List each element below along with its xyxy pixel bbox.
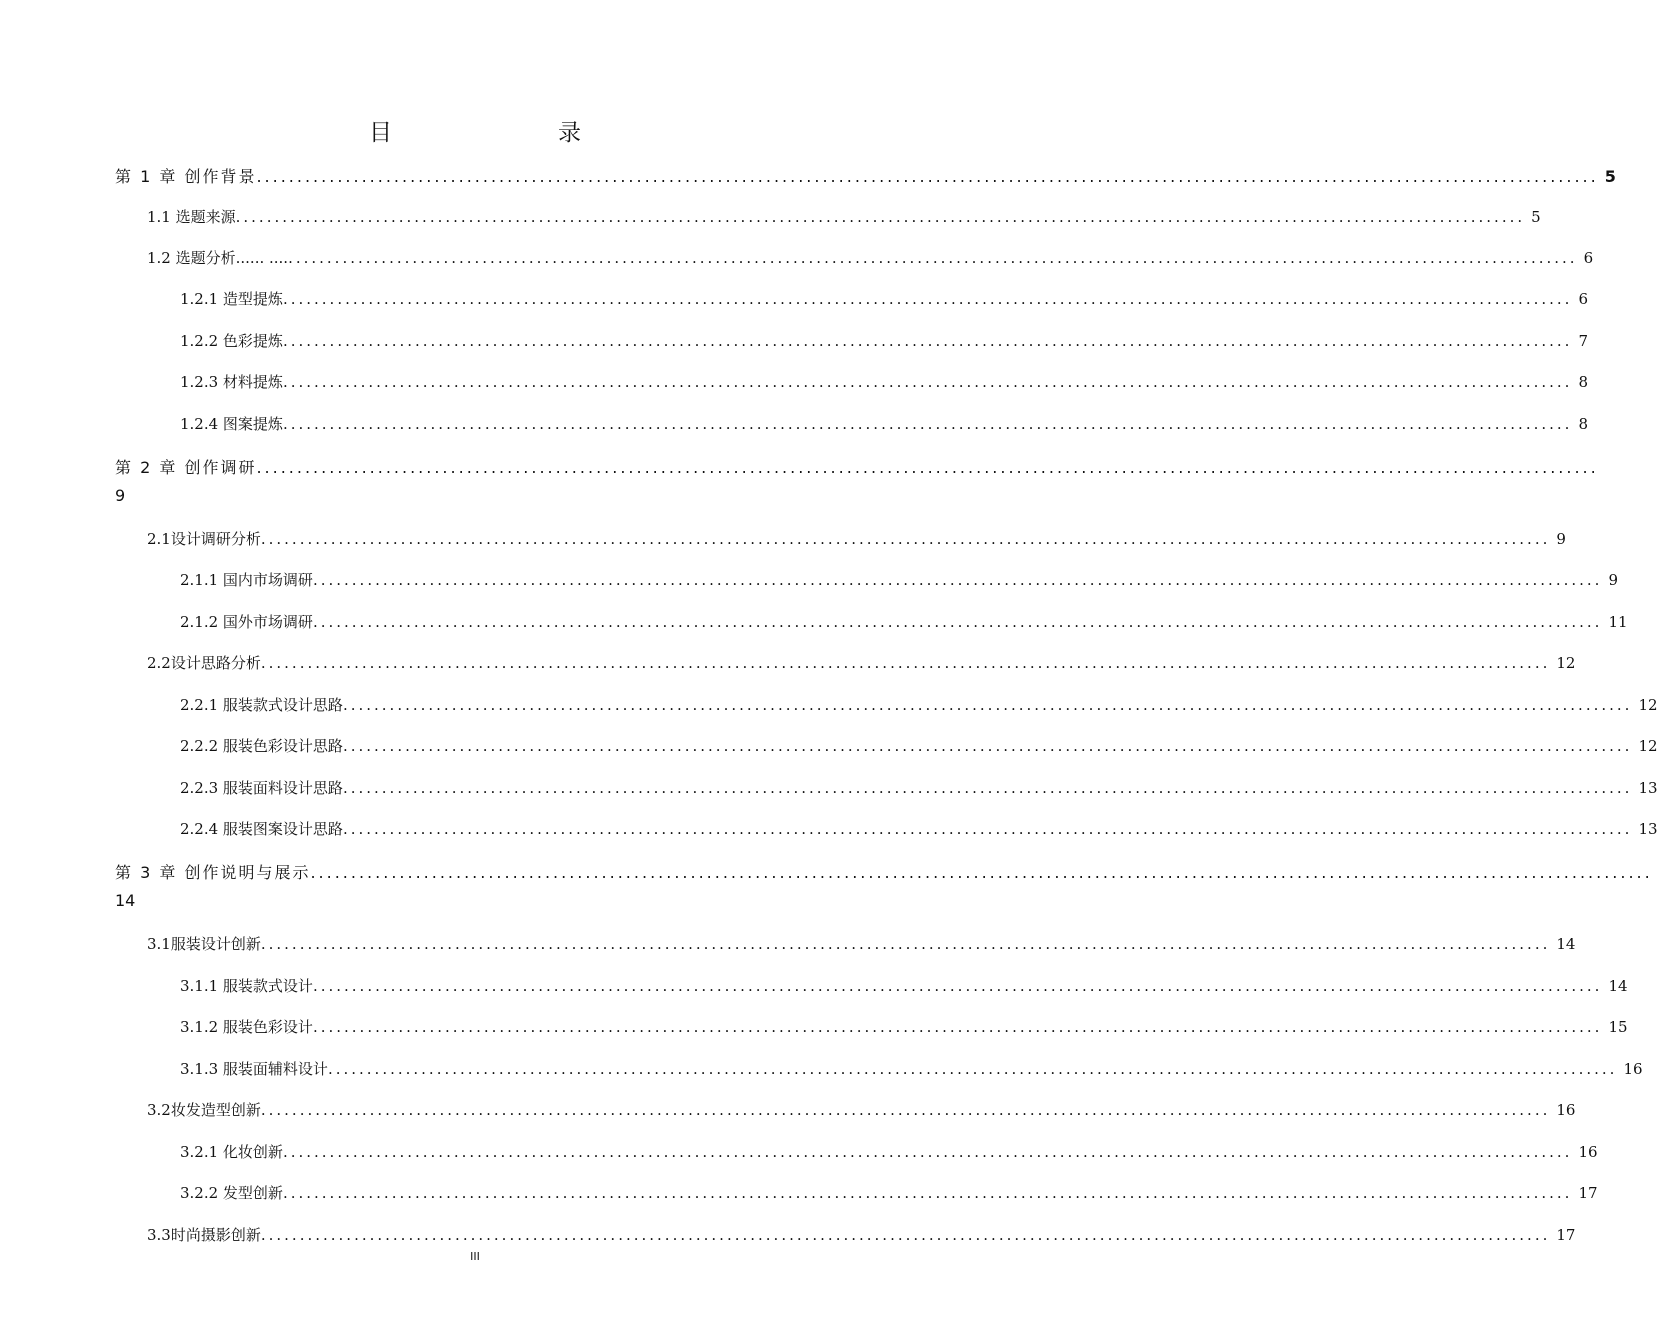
dot-leader: ...................................................................................................................................................................... — [310, 863, 1653, 882]
toc-entry-label: 3.1.2 服装色彩设计 — [180, 1018, 313, 1036]
toc-entry-page: 8 — [1578, 373, 1588, 391]
toc-entry-page: 6 — [1583, 249, 1594, 267]
dot-leader: ...................................................................................................................................................................... — [260, 654, 1551, 672]
toc-entry-page: 14 — [1608, 977, 1628, 995]
toc-entry-page: 5 — [1604, 167, 1618, 186]
toc-entry-label: 第 1 章 创作背景 — [115, 167, 257, 186]
toc-entry-2-2-2[interactable] — [180, 735, 1658, 756]
toc-entry-label: 1.2.2 色彩提炼 — [180, 332, 283, 350]
toc-entry-label: 2.2.1 服装款式设计思路 — [180, 696, 343, 714]
dot-leader: ...................................................................................................................................................................... — [327, 1060, 1618, 1078]
toc-entry-3-1-3[interactable] — [180, 1058, 1643, 1079]
toc-entry-page: 7 — [1578, 332, 1588, 350]
toc-entry-label: 2.2.4 服装图案设计思路 — [180, 820, 343, 838]
dot-leader: ...................................................................................................................................................................... — [342, 737, 1633, 755]
toc-entry-3-1-2[interactable] — [180, 1016, 1628, 1037]
toc-entry-page-wrapped: 14 — [115, 891, 136, 910]
toc-entry-2-2[interactable] — [147, 652, 1576, 673]
toc-entry-2-2-1[interactable] — [180, 694, 1658, 715]
toc-entry-3-2-1[interactable] — [180, 1141, 1598, 1162]
toc-entry-page: 12 — [1638, 737, 1658, 755]
toc-entry-3-1[interactable] — [147, 933, 1576, 954]
toc-entry-page: 16 — [1623, 1060, 1643, 1078]
dot-leader: ...................................................................................................................................................................... — [312, 613, 1603, 631]
toc-entry-2-2-4[interactable] — [180, 818, 1658, 839]
dot-leader: ...................................................................................................................................................................... — [282, 415, 1573, 433]
dot-leader: ...................................................................................................................................................................... — [312, 571, 1603, 589]
toc-entry-chapter-3[interactable] — [115, 860, 1653, 883]
toc-entry-3-2-2[interactable] — [180, 1182, 1598, 1203]
dot-leader: ...................................................................................................................................................................... — [282, 332, 1573, 350]
dot-leader: ...................................................................................................................................................................... — [282, 290, 1573, 308]
toc-entry-3-2[interactable] — [147, 1099, 1576, 1120]
dot-leader: ...................................................................................................................................................................... — [282, 373, 1573, 391]
dot-leader: ...................................................................................................................................................................... — [342, 779, 1633, 797]
toc-entry-page: 13 — [1638, 820, 1658, 838]
toc-entry-label: 3.2.1 化妆创新 — [180, 1143, 283, 1161]
toc-entry-page: 17 — [1578, 1184, 1598, 1202]
toc-entry-label: 3.3时尚摄影创新 — [147, 1226, 261, 1244]
toc-entry-page: 9 — [1556, 530, 1566, 548]
toc-entry-page: 16 — [1556, 1101, 1576, 1119]
toc-entry-label: 第 3 章 创作说明与展示 — [115, 863, 311, 882]
dot-leader: ...................................................................................................................................................................... — [260, 530, 1551, 548]
toc-entry-label: 2.1设计调研分析 — [147, 530, 261, 548]
toc-entry-label: 2.1.1 国内市场调研 — [180, 571, 313, 589]
dot-leader: ...................................................................................................................................................................... — [256, 458, 1599, 477]
toc-entry-page: 13 — [1638, 779, 1658, 797]
dot-leader: ...................................................................................................................................................................... — [256, 167, 1599, 186]
dot-leader: ...................................................................................................................................................................... — [342, 820, 1633, 838]
dot-leader: ...................................................................................................................................................................... — [342, 696, 1633, 714]
toc-entry-1-2-2[interactable] — [180, 330, 1588, 351]
toc-entry-page: 14 — [1556, 935, 1576, 953]
dot-leader: ...................................................................................................................................................................... — [312, 1018, 1603, 1036]
toc-entry-label: 1.1 选题来源 — [147, 208, 236, 226]
toc-entry-page: 8 — [1578, 415, 1588, 433]
toc-entry-2-1-2[interactable] — [180, 611, 1628, 632]
toc-entry-label: 1.2.3 材料提炼 — [180, 373, 283, 391]
toc-entry-page: 16 — [1578, 1143, 1598, 1161]
toc-entry-label: 3.2.2 发型创新 — [180, 1184, 283, 1202]
toc-entry-2-1-1[interactable] — [180, 569, 1618, 590]
toc-entry-chapter-2[interactable] — [115, 455, 1599, 478]
toc-entry-1-2[interactable] — [147, 247, 1594, 268]
dot-leader: ...................................................................................................................................................................... — [260, 1226, 1551, 1244]
toc-entry-page: 11 — [1608, 613, 1628, 631]
toc-entry-page: 12 — [1638, 696, 1658, 714]
toc-entry-label: 3.1.3 服装面辅料设计 — [180, 1060, 328, 1078]
toc-entry-label: 2.1.2 国外市场调研 — [180, 613, 313, 631]
toc-entry-3-1-1[interactable] — [180, 975, 1628, 996]
toc-entry-1-2-3[interactable] — [180, 371, 1588, 392]
toc-entry-2-1[interactable] — [147, 528, 1566, 549]
toc-entry-label: 3.1.1 服装款式设计 — [180, 977, 313, 995]
toc-entry-page: 6 — [1578, 290, 1588, 308]
toc-entry-page: 17 — [1556, 1226, 1576, 1244]
toc-entry-page-wrapped: 9 — [115, 486, 126, 505]
page-number-footer: III — [470, 1250, 480, 1263]
toc-entry-page: 9 — [1608, 571, 1618, 589]
toc-entry-3-3[interactable] — [147, 1224, 1576, 1245]
dot-leader: ...................................................................................................................................................................... — [260, 935, 1551, 953]
toc-entry-page: 12 — [1556, 654, 1576, 672]
toc-entry-label: 2.2设计思路分析 — [147, 654, 261, 672]
toc-entry-label: 第 2 章 创作调研 — [115, 458, 257, 477]
toc-entry-page: 15 — [1608, 1018, 1628, 1036]
toc-entry-label: 1.2 选题分析...... .... — [147, 249, 289, 267]
dot-leader: ...................................................................................................................................................................... — [312, 977, 1603, 995]
toc-entry-chapter-1[interactable] — [115, 164, 1618, 187]
toc-entry-1-2-4[interactable] — [180, 413, 1588, 434]
toc-entry-label: 1.2.1 造型提炼 — [180, 290, 283, 308]
toc-entry-1-2-1[interactable] — [180, 288, 1588, 309]
dot-leader: ...................................................................................................................................................................... — [282, 1143, 1573, 1161]
toc-entry-1-1[interactable] — [147, 206, 1541, 227]
toc-entry-label: 2.2.3 服装面料设计思路 — [180, 779, 343, 797]
dot-leader: ...................................................................................................................................................................... — [235, 208, 1526, 226]
toc-entry-label: 1.2.4 图案提炼 — [180, 415, 283, 433]
dot-leader: ...................................................................................................................................................................... — [288, 249, 1578, 267]
toc-entry-label: 2.2.2 服装色彩设计思路 — [180, 737, 343, 755]
toc-title: 目 录 — [369, 120, 621, 146]
toc-entry-label: 3.1服装设计创新 — [147, 935, 261, 953]
toc-entry-label: 3.2妆发造型创新 — [147, 1101, 261, 1119]
toc-entry-2-2-3[interactable] — [180, 777, 1658, 798]
toc-entry-page: 5 — [1531, 208, 1541, 226]
dot-leader: ...................................................................................................................................................................... — [260, 1101, 1551, 1119]
dot-leader: ...................................................................................................................................................................... — [282, 1184, 1573, 1202]
